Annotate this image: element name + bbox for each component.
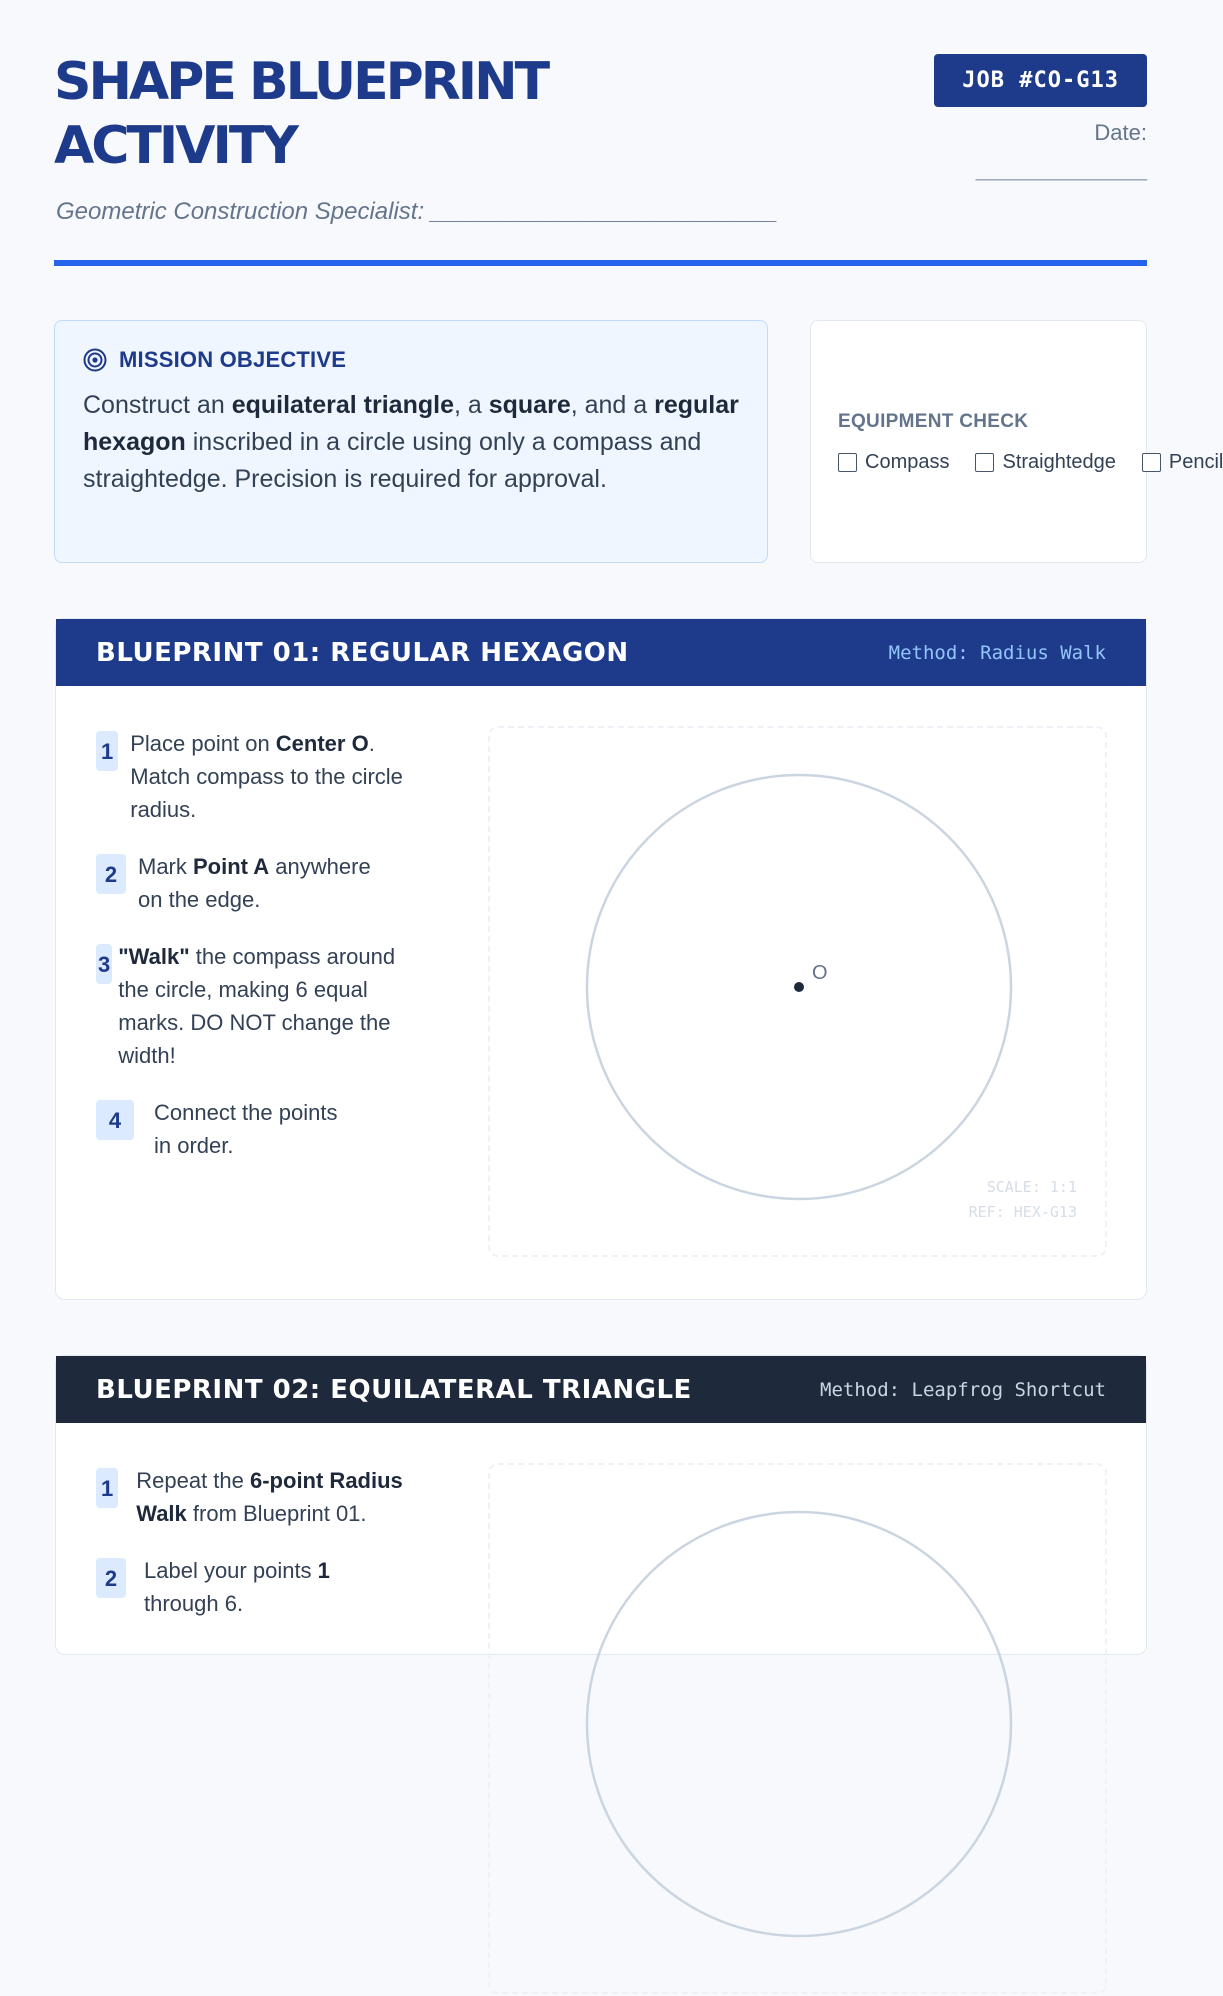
blueprint-01-steps [96, 727, 436, 1186]
reference-label: REF: HEX-G13 [968, 1203, 1077, 1221]
blueprint-02-title: BLUEPRINT 02: EQUILATERAL TRIANGLE [96, 1374, 692, 1405]
mission-objective-box [54, 320, 768, 563]
step-text: Mark Point A anywhere on the edge. [138, 854, 371, 912]
equipment-heading: EQUIPMENT CHECK [838, 411, 1029, 432]
step-number: 2 [96, 854, 126, 894]
page-title: SHAPE BLUEPRINT ACTIVITY [54, 52, 548, 176]
hexagon-drawing-area[interactable] [488, 726, 1107, 1257]
blueprint-01-title: BLUEPRINT 01: REGULAR HEXAGON [96, 637, 629, 668]
step-item [96, 1464, 416, 1530]
step-text: "Walk" the compass around the circle, making 6 equal marks. DO NOT change the width! [118, 944, 396, 1068]
step-number: 2 [96, 1558, 126, 1598]
blueprint-01-method: Method: Radius Walk [888, 641, 1106, 664]
step-number: 1 [96, 1468, 118, 1508]
step-item [96, 940, 396, 1072]
straightedge-checkbox[interactable] [975, 453, 994, 472]
scale-label: SCALE: 1:1 [986, 1178, 1077, 1196]
objective-text: Construct an equilateral triangle, a square, and a regular hexagon inscribed in a circle using only a compass and straightedge. Precision is required for approval. [83, 391, 739, 493]
compass-checkbox[interactable] [838, 453, 857, 472]
pencil-checkbox[interactable] [1142, 453, 1161, 472]
step-item [96, 1096, 356, 1162]
equipment-item-straightedge[interactable]: Straightedge [975, 451, 1115, 474]
step-item [96, 727, 406, 826]
step-number: 3 [96, 944, 112, 984]
step-item [96, 850, 386, 916]
equipment-check-box [810, 320, 1223, 563]
scale-reference [969, 1175, 1077, 1225]
center-point [794, 982, 804, 992]
blueprint-02-method: Method: Leapfrog Shortcut [820, 1378, 1106, 1401]
triangle-drawing-area[interactable] [488, 1463, 1107, 1994]
blueprint-01-header [56, 619, 1146, 686]
step-item [96, 1554, 396, 1620]
specialist-name-field[interactable]: Geometric Construction Specialist: __________________________ [56, 198, 778, 225]
blueprint-02-header [56, 1356, 1146, 1423]
objective-heading-row [83, 347, 739, 373]
step-number: 1 [96, 731, 118, 771]
objective-heading: MISSION OBJECTIVE [119, 347, 347, 372]
step-text: Place point on Center O. Match compass to the circle radius. [130, 731, 403, 822]
step-number: 4 [96, 1100, 134, 1140]
target-icon [83, 348, 107, 372]
blueprint-02-steps [96, 1464, 436, 1644]
center-label: O [812, 962, 828, 984]
step-text: Label your points 1 through 6. [144, 1558, 330, 1616]
job-number-badge: JOB #CO-G13 [934, 54, 1147, 107]
blueprint-02-card [55, 1355, 1147, 1655]
blueprint-01-card [55, 618, 1147, 1300]
step-text: Connect the points in order. [154, 1100, 338, 1158]
equipment-item-compass[interactable]: Compass [838, 451, 949, 474]
page-header [54, 50, 1147, 266]
step-text: Repeat the 6-point Radius Walk from Blueprint 01. [136, 1468, 403, 1526]
date-field[interactable]: ______________ [975, 156, 1147, 181]
construction-circle-diagram [490, 1465, 1109, 1996]
date-label: Date: [1094, 120, 1147, 145]
equipment-item-pencil[interactable]: Pencil [1142, 451, 1223, 474]
construction-circle [587, 1512, 1011, 1936]
equipment-list [838, 451, 1223, 474]
